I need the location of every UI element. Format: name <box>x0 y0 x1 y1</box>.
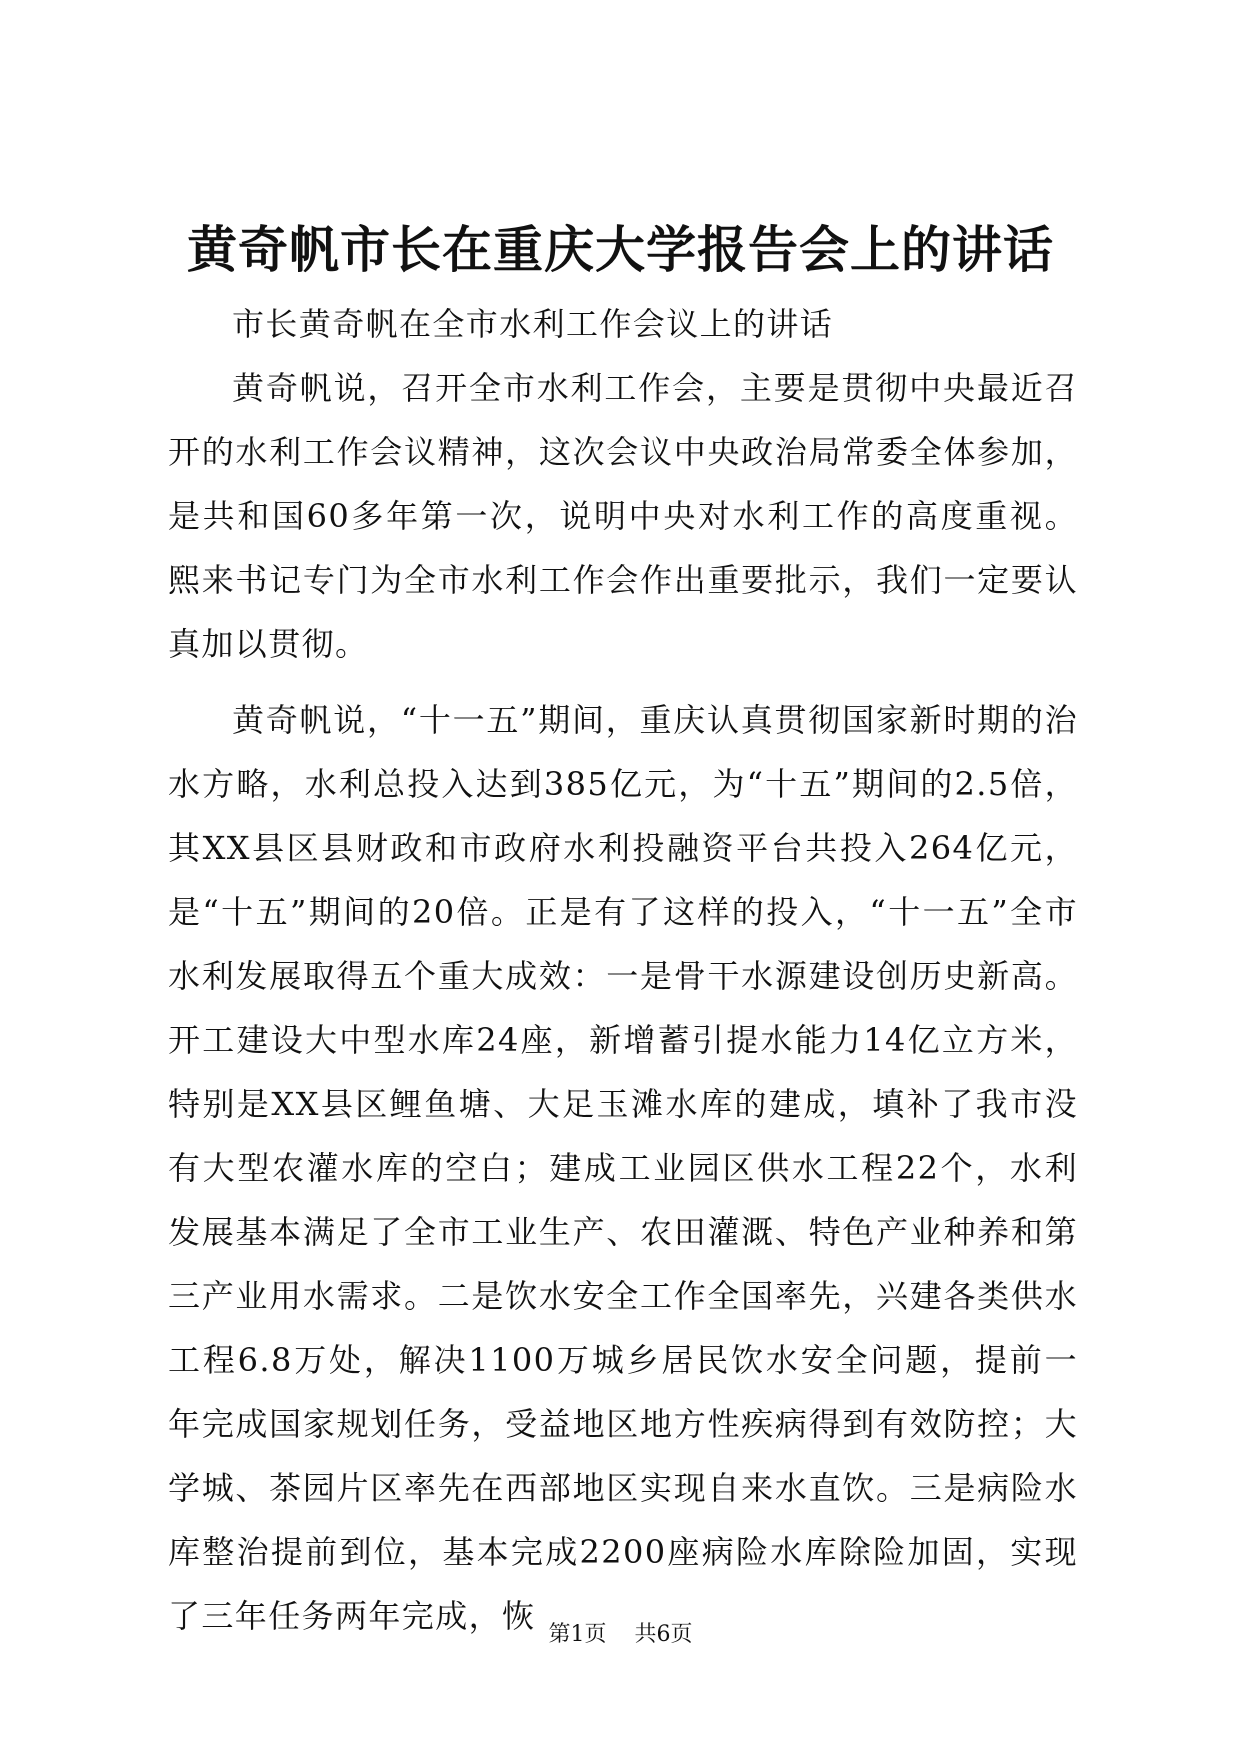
body-paragraph: 黄奇帆说，“十一五”期间，重庆认真贯彻国家新时期的治水方略，水利总投入达到385亿元，为“十五”期间的2.5倍，其XX县区县财政和市政府水利投融资平台共投入264亿元，是“十五”期间的20倍。正是有了这样的投入，“十一五”全市水利发展取得五个重大成效：一是骨干水源建设创历史新高。开工建设大中型水库24座，新增蓄引提水能力14亿立方米，特别是XX县区鲤鱼塘、大足玉滩水库的建成，填补了我市没有大型农灌水库的空白；建成工业园区供水工程22个，水利发展基本满足了全市工业生产、农田灌溉、特色产业种养和第三产业用水需求。二是饮水安全工作全国率先，兴建各类供水工程6.8万处，解决1100万城乡居民饮水安全问题，提前一年完成国家规划任务，受益地区地方性疾病得到有效防控；大学城、茶园片区率先在西部地区实现自来水直饮。三是病险水库整治提前到位，基本完成2200座病险水库除险加固，实现了三年任务两年完成，恢 <box>168 701 1078 1635</box>
document-body <box>168 292 1078 1648</box>
body-paragraph: 黄奇帆说，召开全市水利工作会，主要是贯彻中央最近召开的水利工作会议精神，这次会议中央政治局常委全体参加，是共和国60多年第一次，说明中央对水利工作的高度重视。熙来书记专门为全市水利工作会作出重要批示，我们一定要认真加以贯彻。 <box>168 369 1078 663</box>
page-number: 第1页 <box>548 1622 607 1647</box>
footer-spacer <box>614 1622 628 1647</box>
document-title: 黄奇帆市长在重庆大学报告会上的讲话 <box>187 220 1054 279</box>
subtitle-paragraph: 市长黄奇帆在全市水利工作会议上的讲话 <box>232 305 834 343</box>
page-footer <box>0 1620 1241 1650</box>
page-total: 共6页 <box>634 1622 693 1647</box>
